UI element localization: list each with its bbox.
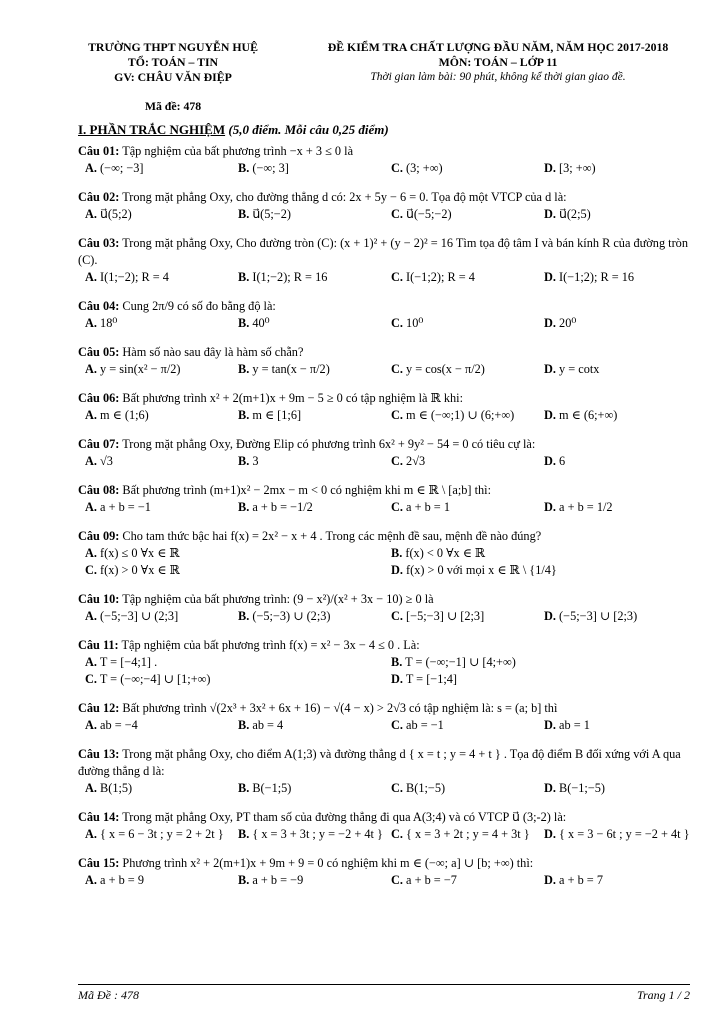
option-text: f(x) ≤ 0 ∀x ∈ ℝ [96, 546, 180, 560]
answer-options [78, 453, 690, 470]
answer-options [78, 826, 690, 843]
question-label: Câu 05: [78, 345, 120, 359]
answer-option-a [78, 269, 231, 286]
answer-option-a [78, 826, 231, 843]
answer-option-c [384, 780, 537, 797]
option-letter: B. [391, 655, 403, 669]
answer-option-a [78, 780, 231, 797]
option-letter: D. [544, 362, 556, 376]
option-text: 18⁰ [96, 316, 118, 330]
question-label: Câu 15: [78, 856, 120, 870]
option-letter: C. [391, 316, 403, 330]
exam-header [78, 40, 690, 114]
question-1 [78, 143, 690, 177]
answer-option-d [537, 717, 690, 734]
answer-options [78, 160, 690, 177]
option-text: B(1;−5) [402, 781, 446, 795]
answer-option-c [384, 160, 537, 177]
option-letter: A. [85, 873, 97, 887]
answer-option-b [231, 826, 384, 843]
answer-option-a [78, 407, 231, 424]
question-text [78, 591, 690, 608]
answer-option-d [537, 160, 690, 177]
option-text: ab = 1 [555, 718, 590, 732]
option-letter: B. [238, 718, 250, 732]
option-letter: B. [238, 270, 250, 284]
question-3 [78, 235, 690, 286]
question-7 [78, 436, 690, 470]
answer-option-b [231, 872, 384, 889]
option-letter: C. [85, 672, 97, 686]
question-label: Câu 06: [78, 391, 120, 405]
section-heading: I. PHẦN TRẮC NGHIỆM [78, 122, 226, 137]
answer-option-a [78, 361, 231, 378]
answer-option-b [231, 608, 384, 625]
option-text: a + b = 7 [555, 873, 603, 887]
option-letter: D. [544, 408, 556, 422]
answer-option-b [231, 780, 384, 797]
answer-options [78, 654, 690, 688]
answer-option-d [537, 499, 690, 516]
option-letter: B. [238, 827, 250, 841]
option-letter: A. [85, 362, 97, 376]
option-text: y = cotx [555, 362, 600, 376]
option-letter: B. [238, 454, 250, 468]
answer-option-b [231, 717, 384, 734]
option-letter: C. [391, 362, 403, 376]
option-text: u⃗(5;2) [96, 207, 132, 221]
answer-option-b [384, 654, 690, 671]
question-6 [78, 390, 690, 424]
question-text [78, 390, 690, 407]
option-letter: C. [391, 781, 403, 795]
time-note: Thời gian làm bài: 90 phút, không kể thời gian giao đề. [370, 71, 626, 83]
option-text: y = cos(x − π/2) [402, 362, 485, 376]
option-text: m ∈ [1;6] [249, 408, 302, 422]
answer-option-c [384, 407, 537, 424]
option-text: T = [−1;4] [402, 672, 458, 686]
question-body: Trong mặt phẳng Oxy, Cho đường tròn (C): (x + 1)² + (y − 2)² = 16 Tìm tọa độ tâm I và bán kính R của đường tròn (C). [78, 236, 688, 267]
answer-option-c [384, 361, 537, 378]
option-letter: B. [238, 362, 250, 376]
option-text: I(−1;2); R = 4 [402, 270, 475, 284]
option-text: ab = −4 [96, 718, 138, 732]
question-text [78, 482, 690, 499]
option-letter: D. [544, 609, 556, 623]
option-letter: C. [391, 270, 403, 284]
question-text [78, 143, 690, 160]
answer-option-c [384, 608, 537, 625]
question-8 [78, 482, 690, 516]
option-text: { x = 3 − 6t ; y = −2 + 4t } [555, 827, 690, 841]
option-letter: D. [544, 316, 556, 330]
option-letter: C. [391, 873, 403, 887]
question-text [78, 235, 690, 269]
option-text: I(−1;2); R = 16 [555, 270, 635, 284]
answer-option-c [384, 453, 537, 470]
option-text: y = tan(x − π/2) [249, 362, 330, 376]
question-text [78, 298, 690, 315]
option-letter: D. [391, 563, 403, 577]
school-block [78, 40, 268, 85]
option-text: (−5;−3) ∪ (2;3) [249, 609, 331, 623]
question-12 [78, 700, 690, 734]
question-body: Trong mặt phẳng Oxy, Đường Elip có phương trình 6x² + 9y² − 54 = 0 có tiêu cự là: [119, 437, 536, 451]
option-letter: B. [238, 500, 250, 514]
answer-option-d [537, 269, 690, 286]
answer-option-b [231, 206, 384, 223]
option-text: ab = 4 [249, 718, 284, 732]
option-text: u⃗(5;−2) [249, 207, 291, 221]
answer-option-a [78, 206, 231, 223]
question-body: Tập nghiệm của bất phương trình: (9 − x²)/(x² + 3x − 10) ≥ 0 là [119, 592, 434, 606]
answer-option-b [231, 269, 384, 286]
question-list [78, 143, 690, 889]
answer-option-b [231, 453, 384, 470]
option-text: (−∞; −3] [96, 161, 144, 175]
question-label: Câu 09: [78, 529, 120, 543]
option-letter: D. [544, 207, 556, 221]
question-text [78, 746, 690, 780]
answer-option-d [537, 826, 690, 843]
question-label: Câu 12: [78, 701, 120, 715]
option-letter: D. [391, 672, 403, 686]
question-body: Trong mặt phẳng Oxy, cho đường thẳng d có: 2x + 5y − 6 = 0. Tọa độ một VTCP của d là: [119, 190, 567, 204]
option-text: (−5;−3] ∪ (2;3] [96, 609, 179, 623]
option-text: m ∈ (6;+∞) [555, 408, 618, 422]
option-letter: A. [85, 655, 97, 669]
answer-option-b [231, 499, 384, 516]
option-text: a + b = 1/2 [555, 500, 613, 514]
option-letter: B. [238, 609, 250, 623]
option-letter: A. [85, 827, 97, 841]
answer-options [78, 872, 690, 889]
answer-option-c [384, 499, 537, 516]
footer-exam-code: Mã Đề : 478 [78, 988, 139, 1002]
question-body: Cho tam thức bậc hai f(x) = 2x² − x + 4 . Trong các mệnh đề sau, mệnh đề nào đúng? [119, 529, 542, 543]
question-label: Câu 11: [78, 638, 119, 652]
option-text: 20⁰ [555, 316, 577, 330]
answer-option-c [78, 562, 384, 579]
option-text: B(−1;−5) [555, 781, 606, 795]
question-text [78, 700, 690, 717]
answer-option-a [78, 608, 231, 625]
question-body: Bất phương trình (m+1)x² − 2mx − m < 0 có nghiệm khi m ∈ ℝ \ [a;b] thì: [119, 483, 491, 497]
exam-title: ĐỀ KIỂM TRA CHẤT LƯỢNG ĐẦU NĂM, NĂM HỌC 2017-2018 [327, 40, 669, 54]
answer-options [78, 499, 690, 516]
question-13 [78, 746, 690, 797]
option-letter: A. [85, 207, 97, 221]
option-text: f(x) < 0 ∀x ∈ ℝ [402, 546, 486, 560]
question-text [78, 809, 690, 826]
answer-option-d [537, 206, 690, 223]
option-text: m ∈ (−∞;1) ∪ (6;+∞) [402, 408, 515, 422]
option-text: B(−1;5) [249, 781, 292, 795]
option-text: 2√3 [402, 454, 426, 468]
option-text: y = sin(x² − π/2) [96, 362, 181, 376]
option-text: 40⁰ [249, 316, 270, 330]
question-body: Phương trình x² + 2(m+1)x + 9m + 9 = 0 có nghiệm khi m ∈ (−∞; a] ∪ [b; +∞) thì: [119, 856, 534, 870]
question-label: Câu 03: [78, 236, 120, 250]
answer-option-c [384, 269, 537, 286]
department: TỔ: TOÁN – TIN [127, 55, 219, 69]
option-text: T = [−4;1] . [96, 655, 158, 669]
option-letter: B. [238, 161, 250, 175]
question-label: Câu 02: [78, 190, 120, 204]
answer-option-c [384, 826, 537, 843]
option-text: { x = 6 − 3t ; y = 2 + 2t } [96, 827, 224, 841]
answer-option-d [537, 453, 690, 470]
answer-option-a [78, 160, 231, 177]
option-letter: B. [238, 873, 250, 887]
exam-page [78, 40, 690, 901]
question-15 [78, 855, 690, 889]
answer-options [78, 780, 690, 797]
answer-option-c [384, 206, 537, 223]
question-body: Cung 2π/9 có số đo bằng độ là: [119, 299, 276, 313]
answer-option-b [231, 361, 384, 378]
exam-code: Mã đề: 478 [144, 99, 202, 113]
question-4 [78, 298, 690, 332]
option-text: m ∈ (1;6) [96, 408, 149, 422]
answer-option-d [537, 780, 690, 797]
option-letter: D. [544, 454, 556, 468]
answer-option-b [231, 315, 384, 332]
option-letter: C. [391, 500, 403, 514]
answer-options [78, 407, 690, 424]
question-body: Trong mặt phẳng Oxy, cho điểm A(1;3) và đường thẳng d { x = t ; y = 4 + t } . Tọa độ điểm B đối xứng với A qua đường thẳng d là: [78, 747, 681, 778]
option-letter: C. [391, 454, 403, 468]
answer-option-a [78, 545, 384, 562]
option-letter: D. [544, 827, 556, 841]
option-text: T = (−∞;−1] ∪ [4;+∞) [402, 655, 516, 669]
option-text: 3 [249, 454, 259, 468]
exam-title-block [293, 40, 703, 85]
section-title [78, 122, 690, 138]
question-label: Câu 08: [78, 483, 120, 497]
question-text [78, 528, 690, 545]
option-letter: B. [238, 781, 250, 795]
answer-option-a [78, 717, 231, 734]
option-text: [3; +∞) [555, 161, 596, 175]
question-text [78, 189, 690, 206]
subject: MÔN: TOÁN – LỚP 11 [438, 55, 558, 69]
option-letter: C. [85, 563, 97, 577]
option-text: √3 [96, 454, 113, 468]
option-text: 6 [555, 454, 566, 468]
option-text: { x = 3 + 2t ; y = 4 + 3t } [402, 827, 530, 841]
option-letter: D. [544, 781, 556, 795]
option-letter: A. [85, 316, 97, 330]
option-letter: A. [85, 781, 97, 795]
question-body: Trong mặt phẳng Oxy, PT tham số của đường thẳng đi qua A(3;4) và có VTCP u⃗ (3;-2) là: [119, 810, 567, 824]
option-text: f(x) > 0 với mọi x ∈ ℝ \ {1/4} [402, 563, 557, 577]
answer-options [78, 545, 690, 579]
question-label: Câu 13: [78, 747, 120, 761]
answer-options [78, 717, 690, 734]
option-text: T = (−∞;−4] ∪ [1;+∞) [96, 672, 211, 686]
option-letter: C. [391, 718, 403, 732]
option-letter: B. [391, 546, 403, 560]
option-letter: C. [391, 609, 403, 623]
option-letter: C. [391, 827, 403, 841]
question-10 [78, 591, 690, 625]
option-letter: A. [85, 609, 97, 623]
question-14 [78, 809, 690, 843]
answer-option-a [78, 453, 231, 470]
option-text: (−5;−3] ∪ [2;3) [555, 609, 638, 623]
answer-option-b [231, 407, 384, 424]
answer-option-c [78, 671, 384, 688]
option-text: B(1;5) [96, 781, 133, 795]
option-letter: A. [85, 546, 97, 560]
answer-options [78, 269, 690, 286]
answer-option-c [384, 315, 537, 332]
answer-option-a [78, 654, 384, 671]
option-letter: D. [544, 270, 556, 284]
question-9 [78, 528, 690, 579]
option-letter: D. [544, 161, 556, 175]
answer-option-d [384, 671, 690, 688]
answer-options [78, 361, 690, 378]
option-letter: A. [85, 718, 97, 732]
answer-options [78, 206, 690, 223]
option-text: { x = 3 + 3t ; y = −2 + 4t } [249, 827, 383, 841]
question-11 [78, 637, 690, 688]
answer-options [78, 608, 690, 625]
option-text: a + b = −1/2 [249, 500, 313, 514]
option-letter: A. [85, 161, 97, 175]
option-letter: D. [544, 718, 556, 732]
option-text: ab = −1 [402, 718, 444, 732]
answer-option-c [384, 872, 537, 889]
section-note: (5,0 điểm. Mỗi câu 0,25 điểm) [228, 122, 389, 137]
option-letter: D. [544, 500, 556, 514]
footer-page-number: Trang 1 / 2 [636, 988, 690, 1002]
answer-option-b [384, 545, 690, 562]
option-text: a + b = −9 [249, 873, 304, 887]
answer-options [78, 315, 690, 332]
answer-option-d [537, 361, 690, 378]
option-text: a + b = 9 [96, 873, 144, 887]
question-body: Tập nghiệm của bất phương trình −x + 3 ≤ 0 là [119, 144, 354, 158]
option-letter: B. [238, 207, 250, 221]
option-letter: A. [85, 408, 97, 422]
option-letter: A. [85, 454, 97, 468]
question-label: Câu 04: [78, 299, 120, 313]
question-body: Tập nghiệm của bất phương trình f(x) = x² − 3x − 4 ≤ 0 . Là: [118, 638, 420, 652]
option-text: [−5;−3] ∪ [2;3] [402, 609, 485, 623]
answer-option-a [78, 499, 231, 516]
question-body: Hàm số nào sau đây là hàm số chẵn? [119, 345, 304, 359]
option-letter: A. [85, 500, 97, 514]
answer-option-d [537, 608, 690, 625]
question-body: Bất phương trình x² + 2(m+1)x + 9m − 5 ≥ 0 có tập nghiệm là ℝ khi: [119, 391, 464, 405]
school-name: TRƯỜNG THPT NGUYỄN HUỆ [88, 40, 258, 54]
option-text: (3; +∞) [402, 161, 443, 175]
option-text: I(1;−2); R = 16 [249, 270, 328, 284]
option-letter: C. [391, 207, 403, 221]
answer-option-d [537, 407, 690, 424]
question-label: Câu 01: [78, 144, 120, 158]
option-text: 10⁰ [402, 316, 424, 330]
teacher-name: GV: CHÂU VĂN ĐIỆP [114, 70, 232, 84]
answer-option-a [78, 872, 231, 889]
option-text: (−∞; 3] [249, 161, 289, 175]
question-text [78, 855, 690, 872]
option-letter: B. [238, 316, 250, 330]
answer-option-d [537, 315, 690, 332]
question-label: Câu 14: [78, 810, 120, 824]
question-label: Câu 07: [78, 437, 120, 451]
question-label: Câu 10: [78, 592, 120, 606]
option-letter: B. [238, 408, 250, 422]
option-text: I(1;−2); R = 4 [96, 270, 169, 284]
question-5 [78, 344, 690, 378]
option-letter: D. [544, 873, 556, 887]
option-text: a + b = −1 [96, 500, 151, 514]
answer-option-d [537, 872, 690, 889]
option-text: f(x) > 0 ∀x ∈ ℝ [96, 563, 180, 577]
option-letter: C. [391, 161, 403, 175]
option-letter: C. [391, 408, 403, 422]
option-letter: A. [85, 270, 97, 284]
question-text [78, 637, 690, 654]
answer-option-c [384, 717, 537, 734]
page-footer [78, 984, 690, 1003]
question-text [78, 344, 690, 361]
answer-option-b [231, 160, 384, 177]
option-text: a + b = 1 [402, 500, 450, 514]
question-text [78, 436, 690, 453]
answer-option-d [384, 562, 690, 579]
question-2 [78, 189, 690, 223]
question-body: Bất phương trình √(2x³ + 3x² + 6x + 16) − √(4 − x) > 2√3 có tập nghiệm là: s = (a; b] thì [119, 701, 558, 715]
option-text: u⃗(2;5) [555, 207, 591, 221]
answer-option-a [78, 315, 231, 332]
option-text: a + b = −7 [402, 873, 457, 887]
option-text: u⃗(−5;−2) [402, 207, 452, 221]
